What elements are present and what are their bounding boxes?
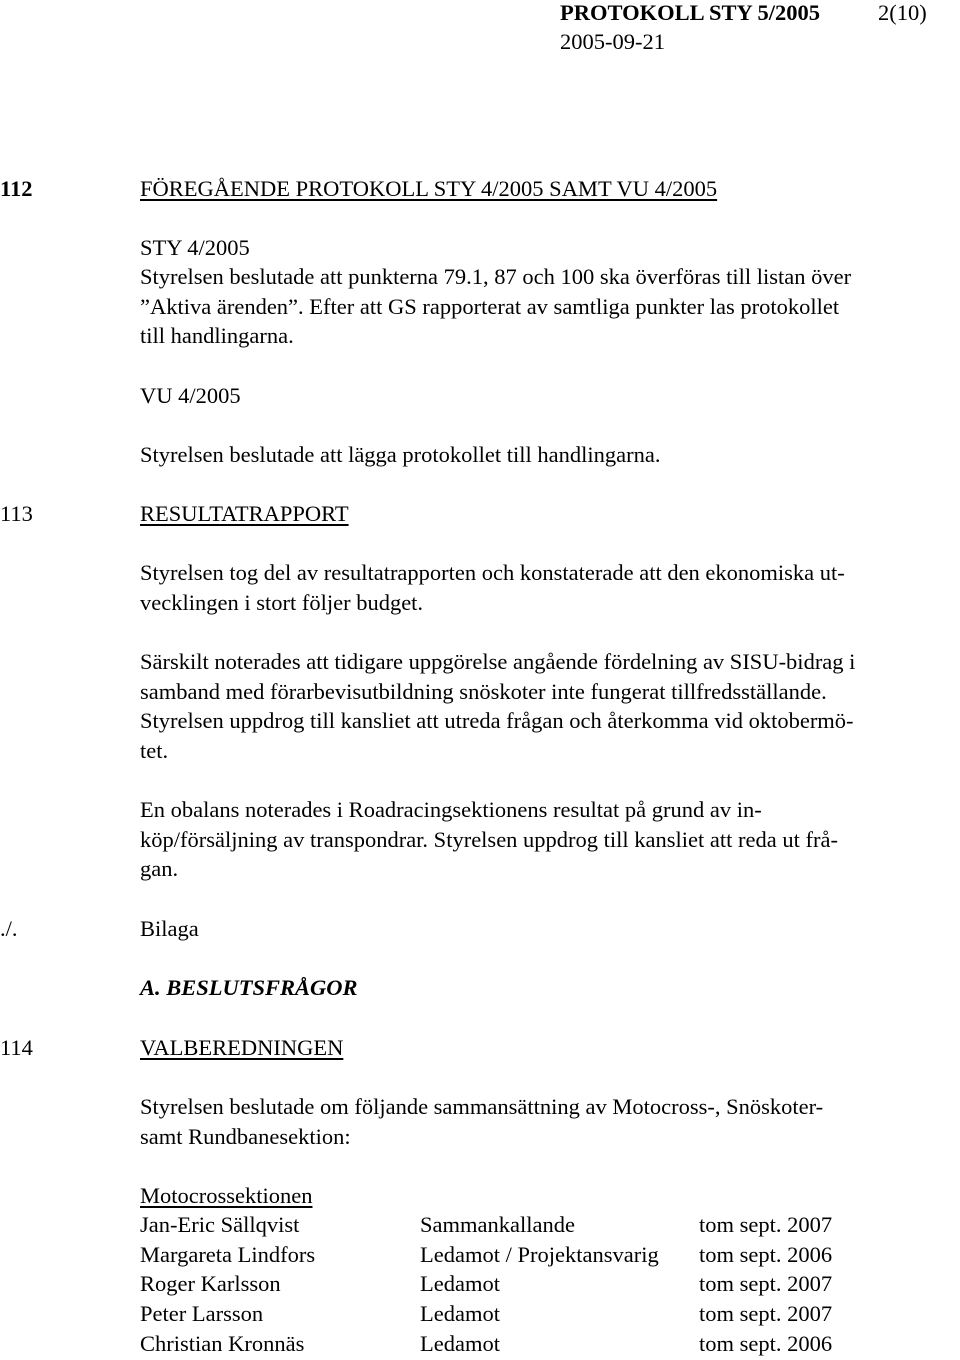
table-heading: Motocrossektionen (140, 1183, 313, 1208)
paragraph-line: tet. (140, 738, 169, 763)
section-heading-113: RESULTATRAPPORT (140, 501, 349, 526)
document-title: PROTOKOLL STY 5/2005 (560, 0, 821, 25)
member-role: Ledamot (420, 1301, 500, 1326)
member-term: tom sept. 2007 (699, 1212, 833, 1237)
member-term: tom sept. 2007 (699, 1271, 833, 1296)
paragraph-line: köp/försäljning av transpondrar. Styrelsen uppdrog till kansliet att reda ut frå- (140, 827, 838, 852)
margin-mark: ./. (0, 916, 18, 941)
attachment-label: Bilaga (140, 916, 199, 941)
member-role: Sammankallande (420, 1212, 575, 1237)
paragraph-line: vecklingen i stort följer budget. (140, 590, 424, 615)
paragraph-line: till handlingarna. (140, 323, 294, 348)
section-number-113: 113 (0, 501, 33, 526)
member-role: Ledamot (420, 1331, 500, 1356)
subheading-sty: STY 4/2005 (140, 235, 250, 260)
section-number-112: 112 (0, 176, 33, 201)
member-term: tom sept. 2006 (699, 1331, 833, 1356)
subheading-vu: VU 4/2005 (140, 383, 241, 408)
member-name: Roger Karlsson (140, 1271, 281, 1296)
section-number-114: 114 (0, 1035, 33, 1060)
member-role: Ledamot / Projektansvarig (420, 1242, 659, 1267)
member-name: Margareta Lindfors (140, 1242, 316, 1267)
paragraph-line: Särskilt noterades att tidigare uppgörelse angående fördelning av SISU-bidrag i (140, 649, 856, 674)
member-name: Jan-Eric Sällqvist (140, 1212, 300, 1237)
document-date: 2005-09-21 (560, 29, 665, 54)
paragraph-line: Styrelsen tog del av resultatrapporten och konstaterade att den ekonomiska ut- (140, 560, 845, 585)
paragraph-line: samt Rundbanesektion: (140, 1124, 351, 1149)
page-number: 2(10) (878, 0, 927, 25)
paragraph-line: ”Aktiva ärenden”. Efter att GS rapporterat av samtliga punkter las protokollet (140, 294, 840, 319)
member-name: Peter Larsson (140, 1301, 264, 1326)
section-heading-114: VALBEREDNINGEN (140, 1035, 344, 1060)
paragraph-line: En obalans noterades i Roadracingsektionens resultat på grund av in- (140, 797, 762, 822)
member-term: tom sept. 2006 (699, 1242, 833, 1267)
paragraph-line: Styrelsen uppdrog till kansliet att utreda frågan och återkomma vid oktobermö- (140, 708, 854, 733)
paragraph-line: Styrelsen beslutade om följande sammansättning av Motocross-, Snöskoter- (140, 1094, 824, 1119)
member-role: Ledamot (420, 1271, 500, 1296)
member-term: tom sept. 2007 (699, 1301, 833, 1326)
section-heading-112: FÖREGÅENDE PROTOKOLL STY 4/2005 SAMT VU 4/2005 (140, 176, 718, 201)
paragraph-line: gan. (140, 856, 179, 881)
paragraph-line: Styrelsen beslutade att lägga protokollet till handlingarna. (140, 442, 661, 467)
paragraph-line: samband med förarbevisutbildning snöskoter inte fungerat tillfredsställande. (140, 679, 827, 704)
member-name: Christian Kronnäs (140, 1331, 305, 1356)
paragraph-line: Styrelsen beslutade att punkterna 79.1, 87 och 100 ska överföras till listan över (140, 264, 852, 289)
group-heading: A. BESLUTSFRÅGOR (140, 975, 358, 1000)
